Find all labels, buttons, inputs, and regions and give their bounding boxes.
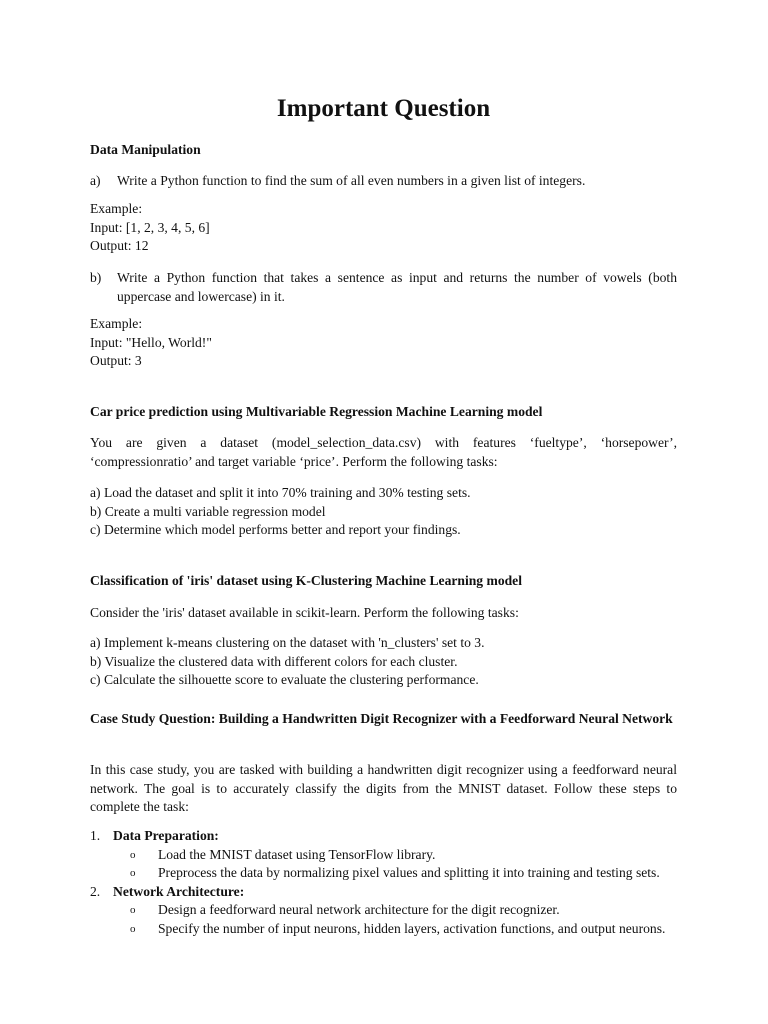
task-item: a) Implement k-means clustering on the dataset with 'n_clusters' set to 3. [90,635,485,650]
example-line: Output: 12 [90,238,149,253]
question-text: Write a Python function to find the sum of all even numbers in a given list of integers. [117,173,586,188]
bullet-glyph: o [130,904,136,916]
step-item [90,883,677,902]
example-block-2 [90,315,677,371]
bullet-text: Load the MNIST dataset using TensorFlow library. [158,846,436,862]
step-title: Data Preparation: [113,828,219,843]
section-heading-car-price: Car price prediction using Multivariable Regression Machine Learning model [90,404,543,419]
steps-list [90,827,677,938]
bullet-text: Design a feedforward neural network architecture for the digit recognizer. [158,902,560,917]
example-line: Example: [90,316,143,331]
question-label: b) [90,270,102,285]
step-number: 1. [90,828,101,843]
step-item [90,827,677,846]
task-item: c) Determine which model performs better and report your findings. [90,522,461,537]
bullet-glyph: o [130,848,136,861]
sub-bullet [90,901,677,920]
example-line: Input: "Hello, World!" [90,334,212,350]
task-item: b) Visualize the clustered data with different colors for each cluster. [90,653,458,669]
section-heading-case-study: Case Study Question: Building a Handwritten Digit Recognizer with a Feedforward Neural Network [90,711,673,726]
sub-bullet [90,864,677,883]
section-intro: In this case study, you are tasked with building a handwritten digit recognizer using a feedforward neural network. The goal is to accurately classify the digits from the MNIST dataset. Follow these steps to complete the task: [90,762,677,814]
bullet-text: Specify the number of input neurons, hidden layers, activation functions, and output neurons. [158,920,666,936]
task-item: a) Load the dataset and split it into 70% training and 30% testing sets. [90,485,471,500]
section-intro: Consider the 'iris' dataset available in scikit-learn. Perform the following tasks: [90,605,519,620]
section-heading-iris: Classification of 'iris' dataset using K-Clustering Machine Learning model [90,573,522,588]
example-line: Input: [1, 2, 3, 4, 5, 6] [90,219,210,235]
example-line: Example: [90,201,143,216]
task-list [90,484,677,540]
step-number: 2. [90,883,101,899]
question-text: Write a Python function that takes a sentence as input and returns the number of vowels (both uppercase and lowercase) in it. [117,270,677,304]
task-list [90,634,677,690]
page-title: Important Question [276,95,491,122]
bullet-glyph: o [130,867,136,879]
example-line: Output: 3 [90,353,142,368]
task-item: c) Calculate the silhouette score to evaluate the clustering performance. [90,672,479,687]
sub-bullet [90,920,677,939]
example-block-1 [90,200,677,256]
task-item: b) Create a multi variable regression model [90,503,326,519]
section-heading-data-manipulation: Data Manipulation [90,142,201,157]
question-a [90,172,677,191]
section-intro: You are given a dataset (model_selection_data.csv) with features ‘fueltype’, ‘horsepower’, ‘compressionratio’ and target variable ‘price’. Perform the following tasks: [90,435,677,469]
bullet-text: Preprocess the data by normalizing pixel values and splitting it into training and testing sets. [158,865,660,880]
bullet-glyph: o [130,922,136,935]
question-label: a) [90,173,101,188]
sub-bullet [90,846,677,865]
step-title: Network Architecture: [113,883,245,899]
question-b [90,269,677,306]
